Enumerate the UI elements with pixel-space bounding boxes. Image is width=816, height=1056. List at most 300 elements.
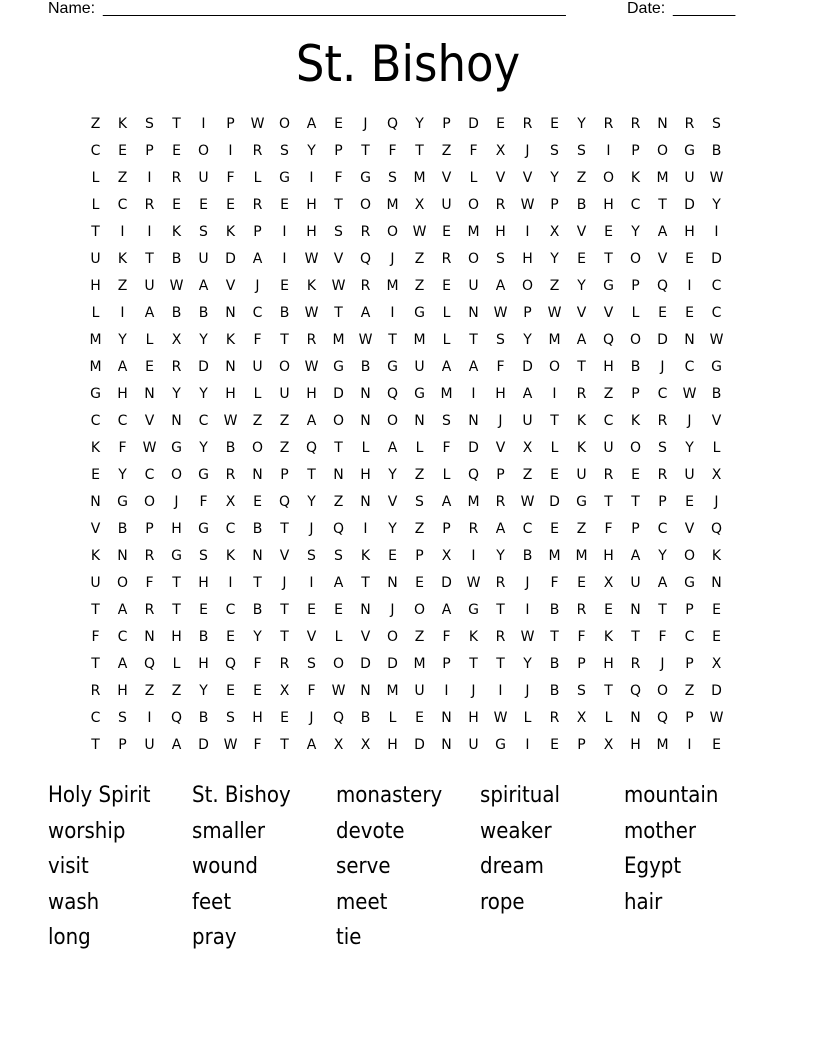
grid-letter[interactable]: W	[331, 683, 346, 699]
grid-letter[interactable]: B	[549, 602, 560, 618]
grid-letter[interactable]: C	[117, 197, 128, 213]
grid-letter[interactable]: X	[603, 575, 614, 591]
grid-letter[interactable]: O	[629, 251, 642, 267]
grid-letter[interactable]: D	[360, 656, 371, 672]
grid-letter[interactable]: S	[145, 116, 154, 132]
grid-letter[interactable]: J	[660, 359, 665, 375]
grid-letter[interactable]: T	[550, 413, 559, 429]
grid-letter[interactable]: I	[525, 737, 530, 753]
grid-letter[interactable]: J	[525, 575, 530, 591]
grid-letter[interactable]: A	[117, 359, 128, 375]
grid-letter[interactable]: N	[387, 575, 398, 591]
grid-letter[interactable]: X	[603, 737, 614, 753]
grid-letter[interactable]: A	[117, 602, 128, 618]
grid-letter[interactable]: O	[386, 629, 399, 645]
grid-letter[interactable]: F	[604, 521, 613, 537]
grid-letter[interactable]: R	[144, 197, 155, 213]
grid-letter[interactable]: T	[280, 602, 289, 618]
grid-letter[interactable]: K	[468, 629, 479, 645]
grid-letter[interactable]: J	[498, 413, 503, 429]
grid-letter[interactable]: B	[117, 521, 128, 537]
grid-letter[interactable]: E	[253, 683, 262, 699]
grid-letter[interactable]: A	[495, 521, 506, 537]
grid-letter[interactable]: I	[201, 116, 206, 132]
grid-letter[interactable]: E	[280, 197, 289, 213]
grid-letter[interactable]: X	[522, 440, 533, 456]
grid-letter[interactable]: B	[279, 305, 290, 321]
grid-letter[interactable]: T	[145, 251, 154, 267]
grid-letter[interactable]: I	[687, 737, 692, 753]
grid-letter[interactable]: L	[550, 440, 559, 456]
grid-letter[interactable]: I	[714, 224, 719, 240]
grid-letter[interactable]: E	[91, 467, 100, 483]
grid-letter[interactable]: Q	[143, 656, 156, 672]
grid-letter[interactable]: A	[441, 602, 452, 618]
grid-letter[interactable]: Y	[577, 116, 586, 132]
grid-letter[interactable]: O	[602, 170, 615, 186]
grid-letter[interactable]: T	[280, 629, 289, 645]
grid-letter[interactable]: K	[360, 548, 371, 564]
grid-letter[interactable]: M	[656, 170, 669, 186]
grid-letter[interactable]: L	[388, 710, 397, 726]
grid-letter[interactable]: M	[656, 737, 669, 753]
grid-letter[interactable]: O	[251, 440, 264, 456]
grid-letter[interactable]: M	[413, 170, 426, 186]
grid-letter[interactable]: J	[390, 602, 395, 618]
grid-letter[interactable]: I	[363, 521, 368, 537]
grid-letter[interactable]: Z	[684, 683, 695, 699]
grid-letter[interactable]: T	[280, 332, 289, 348]
grid-letter[interactable]: I	[471, 386, 476, 402]
grid-letter[interactable]: A	[576, 332, 587, 348]
grid-letter[interactable]: C	[684, 359, 695, 375]
grid-letter[interactable]: W	[493, 305, 508, 321]
grid-letter[interactable]: A	[333, 575, 344, 591]
grid-letter[interactable]: I	[228, 575, 233, 591]
grid-letter[interactable]: E	[172, 143, 181, 159]
grid-letter[interactable]: O	[467, 197, 480, 213]
grid-letter[interactable]: D	[522, 359, 533, 375]
grid-letter[interactable]: D	[198, 359, 209, 375]
grid-letter[interactable]: W	[709, 332, 724, 348]
grid-letter[interactable]: H	[360, 467, 371, 483]
grid-letter[interactable]: N	[360, 386, 371, 402]
grid-letter[interactable]: P	[118, 737, 127, 753]
grid-letter[interactable]: J	[390, 251, 395, 267]
grid-letter[interactable]: H	[198, 656, 209, 672]
grid-letter[interactable]: I	[147, 710, 152, 726]
grid-letter[interactable]: T	[334, 305, 343, 321]
grid-letter[interactable]: H	[90, 278, 101, 294]
grid-letter[interactable]: Q	[656, 710, 669, 726]
grid-letter[interactable]: T	[91, 224, 100, 240]
grid-letter[interactable]: E	[199, 197, 208, 213]
grid-letter[interactable]: T	[307, 467, 316, 483]
grid-letter[interactable]: G	[90, 386, 101, 402]
grid-letter[interactable]: N	[144, 386, 155, 402]
grid-letter[interactable]: E	[334, 116, 343, 132]
grid-letter[interactable]: W	[304, 251, 319, 267]
grid-letter[interactable]: I	[471, 548, 476, 564]
grid-letter[interactable]: Y	[199, 440, 208, 456]
grid-letter[interactable]: G	[171, 548, 182, 564]
grid-letter[interactable]: C	[252, 305, 263, 321]
grid-letter[interactable]: V	[441, 170, 452, 186]
grid-letter[interactable]: T	[334, 197, 343, 213]
grid-letter[interactable]: J	[525, 683, 530, 699]
grid-letter[interactable]: S	[307, 656, 316, 672]
grid-letter[interactable]: F	[334, 170, 343, 186]
grid-letter[interactable]: K	[90, 548, 101, 564]
grid-letter[interactable]: T	[415, 143, 424, 159]
grid-letter[interactable]: E	[442, 224, 451, 240]
grid-letter[interactable]: O	[413, 602, 426, 618]
grid-letter[interactable]: Z	[414, 629, 425, 645]
grid-letter[interactable]: B	[549, 683, 560, 699]
grid-letter[interactable]: W	[709, 710, 724, 726]
grid-letter[interactable]: S	[442, 413, 451, 429]
grid-letter[interactable]: R	[495, 494, 506, 510]
grid-letter[interactable]: A	[630, 548, 641, 564]
grid-letter[interactable]: N	[468, 413, 479, 429]
grid-letter[interactable]: P	[685, 710, 694, 726]
grid-letter[interactable]: Y	[658, 548, 667, 564]
grid-letter[interactable]: Q	[386, 116, 399, 132]
grid-letter[interactable]: C	[90, 143, 101, 159]
grid-letter[interactable]: P	[685, 602, 694, 618]
grid-letter[interactable]: G	[171, 440, 182, 456]
grid-letter[interactable]: J	[471, 683, 476, 699]
grid-letter[interactable]: Z	[414, 467, 425, 483]
grid-letter[interactable]: J	[309, 521, 314, 537]
grid-letter[interactable]: W	[520, 197, 535, 213]
grid-letter[interactable]: T	[550, 629, 559, 645]
grid-letter[interactable]: E	[199, 602, 208, 618]
grid-letter[interactable]: S	[496, 332, 505, 348]
grid-letter[interactable]: C	[117, 629, 128, 645]
grid-letter[interactable]: T	[577, 359, 586, 375]
grid-letter[interactable]: S	[280, 143, 289, 159]
grid-letter[interactable]: H	[306, 197, 317, 213]
grid-letter[interactable]: K	[630, 170, 641, 186]
grid-letter[interactable]: J	[714, 494, 719, 510]
grid-letter[interactable]: Q	[278, 494, 291, 510]
grid-letter[interactable]: R	[495, 575, 506, 591]
grid-letter[interactable]: B	[576, 197, 587, 213]
grid-letter[interactable]: R	[252, 197, 263, 213]
grid-letter[interactable]: L	[253, 170, 262, 186]
grid-letter[interactable]: O	[386, 413, 399, 429]
grid-letter[interactable]: T	[253, 575, 262, 591]
grid-letter[interactable]: O	[359, 197, 372, 213]
grid-letter[interactable]: W	[709, 170, 724, 186]
grid-letter[interactable]: D	[414, 737, 425, 753]
grid-letter[interactable]: H	[117, 683, 128, 699]
grid-letter[interactable]: N	[333, 467, 344, 483]
grid-letter[interactable]: M	[467, 224, 480, 240]
grid-letter[interactable]: F	[253, 656, 262, 672]
grid-letter[interactable]: G	[684, 575, 695, 591]
grid-letter[interactable]: O	[629, 440, 642, 456]
grid-letter[interactable]: R	[549, 710, 560, 726]
grid-letter[interactable]: B	[549, 656, 560, 672]
grid-letter[interactable]: U	[684, 467, 695, 483]
grid-letter[interactable]: T	[496, 656, 505, 672]
grid-letter[interactable]: S	[199, 548, 208, 564]
grid-letter[interactable]: F	[307, 683, 316, 699]
grid-letter[interactable]: F	[253, 737, 262, 753]
grid-letter[interactable]: T	[91, 737, 100, 753]
grid-letter[interactable]: Y	[550, 251, 559, 267]
grid-letter[interactable]: I	[606, 143, 611, 159]
grid-letter[interactable]: L	[415, 440, 424, 456]
grid-letter[interactable]: V	[603, 305, 614, 321]
grid-letter[interactable]: L	[91, 305, 100, 321]
grid-letter[interactable]: M	[332, 332, 345, 348]
grid-letter[interactable]: Q	[386, 386, 399, 402]
grid-letter[interactable]: W	[304, 305, 319, 321]
grid-letter[interactable]: E	[712, 737, 721, 753]
grid-letter[interactable]: E	[172, 197, 181, 213]
grid-letter[interactable]: W	[223, 413, 238, 429]
grid-letter[interactable]: U	[252, 359, 263, 375]
grid-letter[interactable]: T	[496, 602, 505, 618]
grid-letter[interactable]: H	[117, 386, 128, 402]
grid-letter[interactable]: V	[576, 305, 587, 321]
grid-letter[interactable]: A	[468, 359, 479, 375]
grid-letter[interactable]: K	[576, 413, 587, 429]
grid-letter[interactable]: P	[145, 521, 154, 537]
grid-letter[interactable]: T	[604, 251, 613, 267]
grid-letter[interactable]: C	[90, 413, 101, 429]
grid-letter[interactable]: Z	[279, 413, 290, 429]
grid-letter[interactable]: B	[225, 440, 236, 456]
grid-letter[interactable]: Z	[414, 278, 425, 294]
grid-letter[interactable]: I	[309, 170, 314, 186]
grid-letter[interactable]: E	[415, 710, 424, 726]
grid-letter[interactable]: E	[226, 197, 235, 213]
grid-letter[interactable]: E	[712, 602, 721, 618]
grid-letter[interactable]: T	[361, 143, 370, 159]
grid-letter[interactable]: R	[603, 116, 614, 132]
grid-letter[interactable]: T	[280, 521, 289, 537]
grid-letter[interactable]: Z	[522, 467, 533, 483]
grid-letter[interactable]: N	[360, 413, 371, 429]
grid-letter[interactable]: F	[145, 575, 154, 591]
grid-letter[interactable]: B	[171, 251, 182, 267]
grid-letter[interactable]: V	[225, 278, 236, 294]
grid-letter[interactable]: I	[228, 143, 233, 159]
grid-letter[interactable]: P	[442, 116, 451, 132]
grid-letter[interactable]: J	[363, 116, 368, 132]
grid-letter[interactable]: I	[687, 278, 692, 294]
grid-letter[interactable]: I	[147, 224, 152, 240]
grid-letter[interactable]: G	[198, 467, 209, 483]
grid-letter[interactable]: I	[282, 224, 287, 240]
grid-letter[interactable]: V	[711, 413, 722, 429]
grid-letter[interactable]: G	[495, 737, 506, 753]
grid-letter[interactable]: T	[469, 656, 478, 672]
grid-letter[interactable]: R	[171, 170, 182, 186]
grid-letter[interactable]: W	[331, 278, 346, 294]
grid-letter[interactable]: P	[631, 521, 640, 537]
grid-letter[interactable]: A	[522, 386, 533, 402]
grid-letter[interactable]: R	[576, 386, 587, 402]
grid-letter[interactable]: P	[415, 548, 424, 564]
grid-letter[interactable]: U	[468, 278, 479, 294]
grid-letter[interactable]: U	[684, 170, 695, 186]
grid-letter[interactable]: G	[360, 170, 371, 186]
grid-letter[interactable]: I	[525, 224, 530, 240]
grid-letter[interactable]: F	[388, 143, 397, 159]
grid-letter[interactable]: V	[657, 251, 668, 267]
grid-letter[interactable]: X	[711, 467, 722, 483]
grid-letter[interactable]: K	[576, 440, 587, 456]
grid-letter[interactable]: U	[90, 575, 101, 591]
grid-letter[interactable]: D	[711, 251, 722, 267]
grid-letter[interactable]: Z	[117, 170, 128, 186]
grid-letter[interactable]: Y	[523, 656, 532, 672]
grid-letter[interactable]: T	[91, 602, 100, 618]
grid-letter[interactable]: T	[361, 575, 370, 591]
grid-letter[interactable]: J	[660, 656, 665, 672]
grid-letter[interactable]: C	[117, 413, 128, 429]
grid-letter[interactable]: E	[442, 278, 451, 294]
grid-letter[interactable]: A	[360, 305, 371, 321]
grid-letter[interactable]: X	[441, 548, 452, 564]
grid-letter[interactable]: R	[684, 116, 695, 132]
grid-letter[interactable]: A	[171, 737, 182, 753]
grid-letter[interactable]: V	[576, 224, 587, 240]
grid-letter[interactable]: G	[387, 359, 398, 375]
grid-letter[interactable]: U	[144, 278, 155, 294]
grid-letter[interactable]: D	[198, 737, 209, 753]
grid-letter[interactable]: X	[576, 710, 587, 726]
grid-letter[interactable]: F	[658, 629, 667, 645]
grid-letter[interactable]: Z	[279, 440, 290, 456]
grid-letter[interactable]: W	[520, 494, 535, 510]
grid-letter[interactable]: C	[225, 521, 236, 537]
grid-letter[interactable]: O	[656, 143, 669, 159]
grid-letter[interactable]: E	[253, 494, 262, 510]
grid-letter[interactable]: Q	[170, 710, 183, 726]
grid-letter[interactable]: L	[91, 197, 100, 213]
grid-letter[interactable]: U	[414, 683, 425, 699]
grid-letter[interactable]: P	[442, 656, 451, 672]
grid-letter[interactable]: X	[495, 143, 506, 159]
grid-letter[interactable]: C	[144, 467, 155, 483]
grid-letter[interactable]: U	[441, 197, 452, 213]
grid-letter[interactable]: C	[90, 710, 101, 726]
grid-letter[interactable]: Q	[602, 332, 615, 348]
grid-letter[interactable]: A	[252, 251, 263, 267]
grid-letter[interactable]: D	[549, 494, 560, 510]
grid-letter[interactable]: V	[360, 629, 371, 645]
grid-letter[interactable]: G	[576, 494, 587, 510]
grid-letter[interactable]: D	[657, 332, 668, 348]
grid-letter[interactable]: K	[711, 548, 722, 564]
grid-letter[interactable]: L	[145, 332, 154, 348]
grid-letter[interactable]: G	[117, 494, 128, 510]
grid-letter[interactable]: U	[630, 575, 641, 591]
grid-letter[interactable]: E	[577, 575, 586, 591]
grid-letter[interactable]: X	[171, 332, 182, 348]
grid-letter[interactable]: I	[525, 602, 530, 618]
grid-letter[interactable]: T	[172, 602, 181, 618]
grid-letter[interactable]: P	[280, 467, 289, 483]
grid-letter[interactable]: J	[309, 710, 314, 726]
grid-letter[interactable]: Y	[496, 548, 505, 564]
grid-letter[interactable]: O	[278, 116, 291, 132]
grid-letter[interactable]: L	[604, 710, 613, 726]
grid-letter[interactable]: K	[171, 224, 182, 240]
grid-letter[interactable]: X	[225, 494, 236, 510]
grid-letter[interactable]: G	[711, 359, 722, 375]
grid-letter[interactable]: M	[413, 332, 426, 348]
grid-letter[interactable]: P	[253, 224, 262, 240]
grid-letter[interactable]: Z	[603, 386, 614, 402]
grid-letter[interactable]: O	[521, 278, 534, 294]
grid-letter[interactable]: A	[306, 413, 317, 429]
grid-letter[interactable]: W	[250, 116, 265, 132]
grid-letter[interactable]: T	[604, 494, 613, 510]
grid-letter[interactable]: R	[657, 467, 668, 483]
grid-letter[interactable]: O	[629, 332, 642, 348]
grid-letter[interactable]: R	[495, 197, 506, 213]
grid-letter[interactable]: P	[496, 467, 505, 483]
grid-letter[interactable]: T	[91, 656, 100, 672]
grid-letter[interactable]: P	[658, 494, 667, 510]
grid-letter[interactable]: M	[467, 494, 480, 510]
grid-letter[interactable]: Y	[415, 116, 424, 132]
grid-letter[interactable]: R	[495, 629, 506, 645]
grid-letter[interactable]: S	[550, 143, 559, 159]
grid-letter[interactable]: B	[522, 548, 533, 564]
grid-letter[interactable]: M	[413, 656, 426, 672]
grid-letter[interactable]: L	[442, 305, 451, 321]
grid-letter[interactable]: L	[469, 170, 478, 186]
grid-letter[interactable]: A	[495, 278, 506, 294]
grid-letter[interactable]: V	[495, 170, 506, 186]
grid-letter[interactable]: Z	[576, 170, 587, 186]
grid-letter[interactable]: H	[387, 737, 398, 753]
grid-letter[interactable]: J	[282, 575, 287, 591]
grid-letter[interactable]: Q	[224, 656, 237, 672]
grid-letter[interactable]: Y	[388, 467, 397, 483]
grid-letter[interactable]: Z	[171, 683, 182, 699]
grid-letter[interactable]: W	[466, 575, 481, 591]
grid-letter[interactable]: U	[90, 251, 101, 267]
grid-letter[interactable]: P	[145, 143, 154, 159]
grid-letter[interactable]: K	[225, 548, 236, 564]
grid-letter[interactable]: O	[386, 224, 399, 240]
grid-letter[interactable]: E	[307, 602, 316, 618]
grid-letter[interactable]: J	[525, 143, 530, 159]
grid-letter[interactable]: S	[577, 683, 586, 699]
grid-letter[interactable]: P	[334, 143, 343, 159]
grid-letter[interactable]: R	[360, 224, 371, 240]
grid-letter[interactable]: F	[253, 332, 262, 348]
grid-letter[interactable]: O	[548, 359, 561, 375]
grid-letter[interactable]: N	[657, 116, 668, 132]
grid-letter[interactable]: I	[147, 170, 152, 186]
grid-letter[interactable]: I	[444, 683, 449, 699]
grid-letter[interactable]: G	[414, 305, 425, 321]
grid-letter[interactable]: P	[577, 737, 586, 753]
grid-letter[interactable]: D	[333, 386, 344, 402]
grid-letter[interactable]: R	[171, 359, 182, 375]
grid-letter[interactable]: Y	[172, 386, 181, 402]
